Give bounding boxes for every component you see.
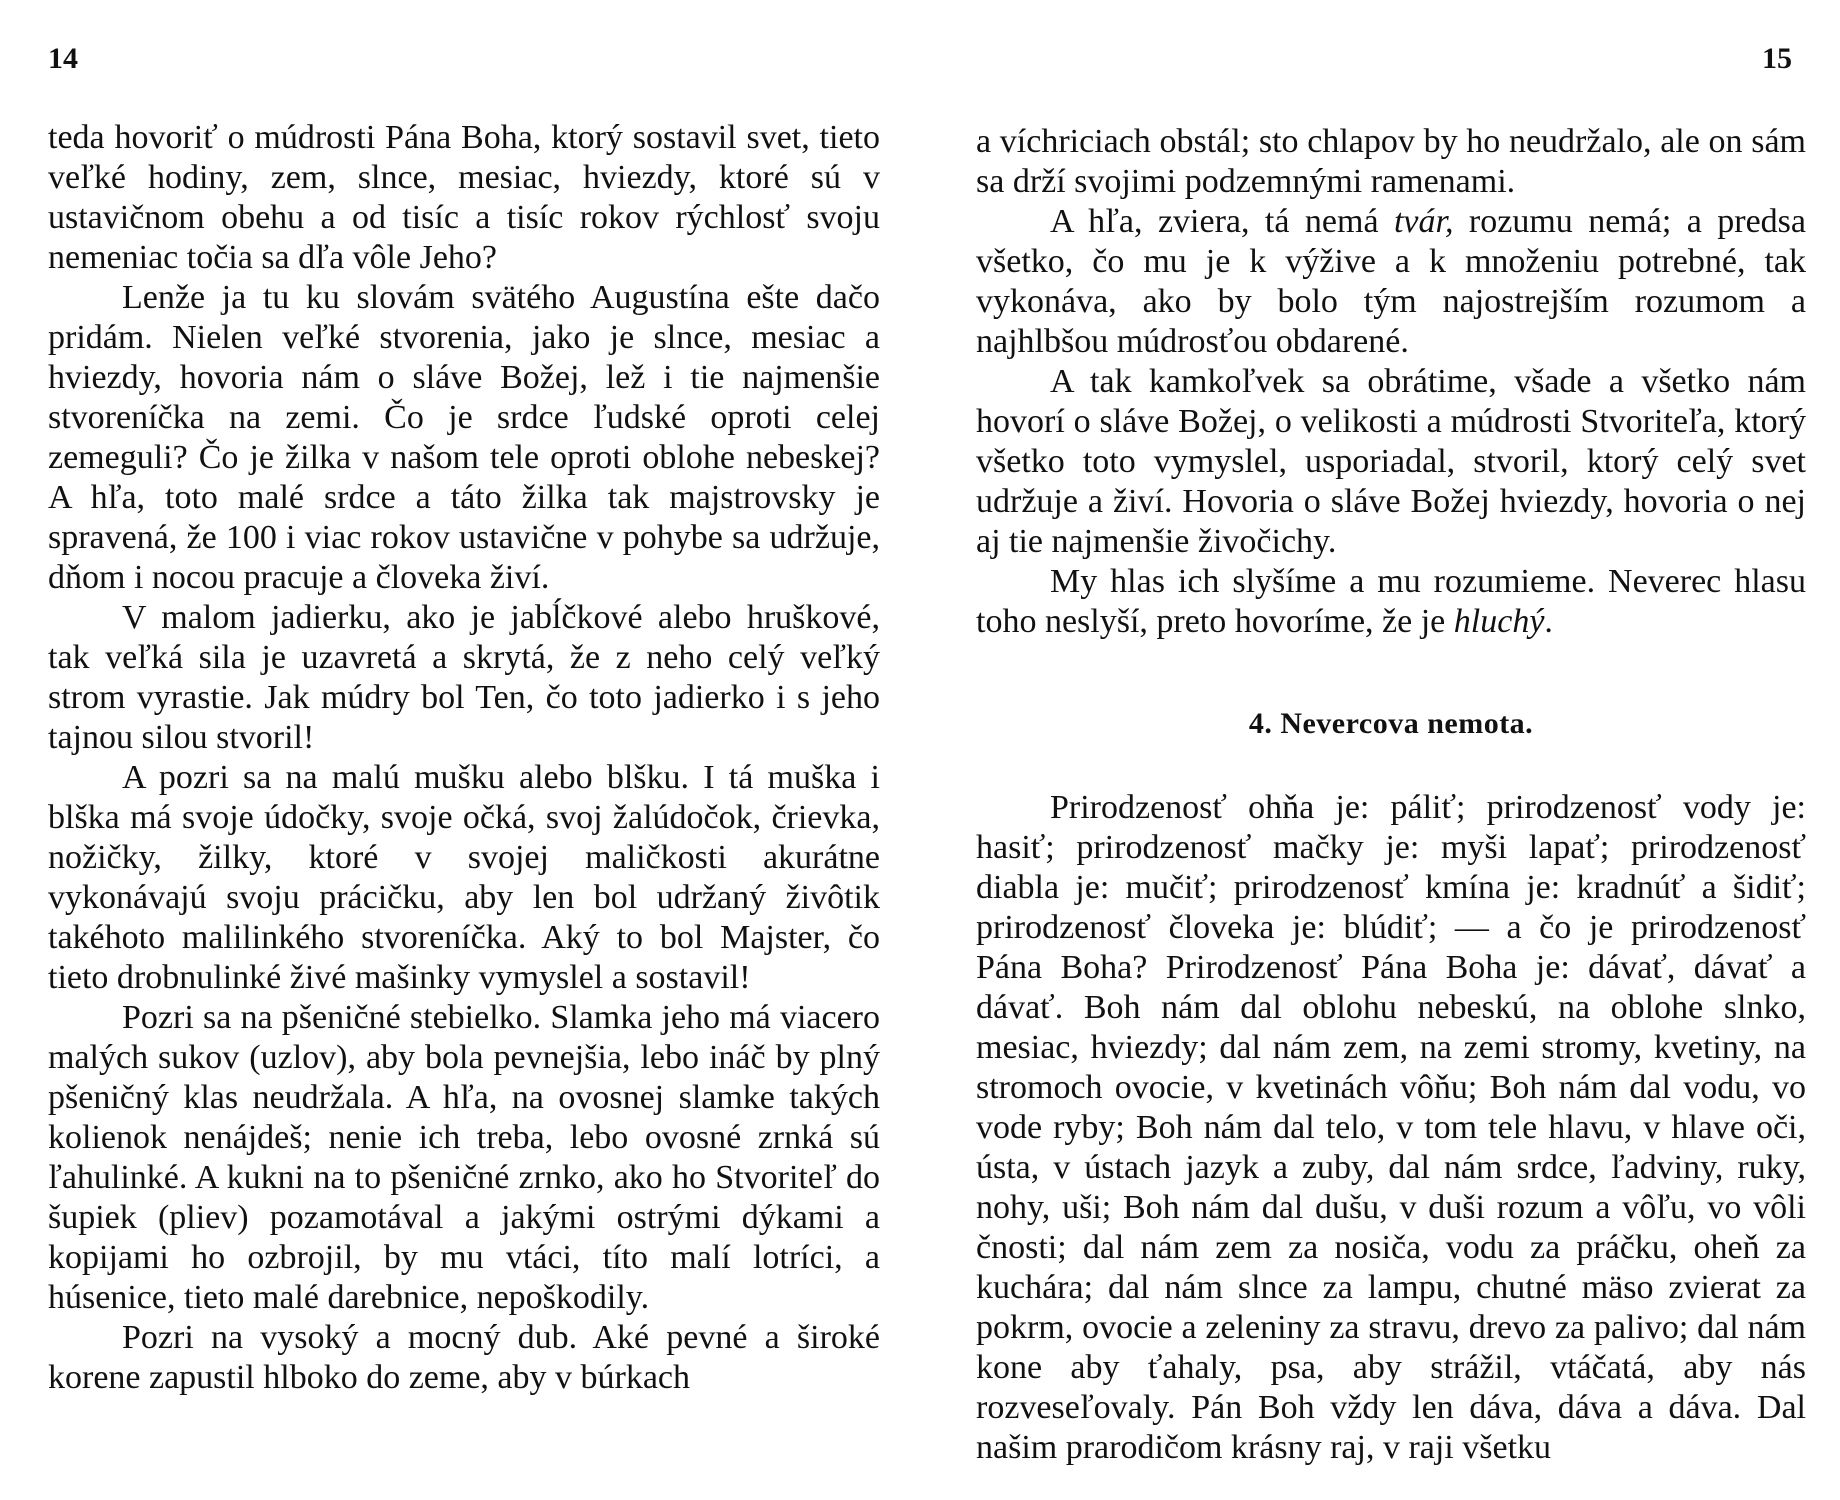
paragraph: V malom jadierku, ako je jabĺčkové alebo hruškové, tak veľká sila je uzavretá a skrytá, že z neho celý veľký strom vyrastie. Jak múdry bol Ten, čo toto jadierko i s jeho tajnou silou stvoril! [48, 599, 880, 756]
text-run: rozumu nemá; a predsa všetko, čo mu je k výžive a k množeniu potrebné, tak vykonáva, ako by bolo tým najostrejším rozumom a najhlbšou múdrosťou obdarené. [976, 203, 1806, 360]
left-page-text [48, 118, 880, 1398]
emphasis: hluchý [1453, 603, 1545, 640]
paragraph: Lenže ja tu ku slovám svätého Augustína ešte dačo pridám. Nielen veľké stvorenia, jako je slnce, mesiac a hviezdy, hovoria nám o sláve Božej, lež i tie najmenšie stvoreníčka na zemi. Čo je srdce ľudské oproti celej zemeguli? Čo je žilka v našom tele oproti oblohe nebeskej? A hľa, toto malé srdce a táto žilka tak majstrovsky je spravená, že 100 i viac rokov ustavične v pohybe sa udržuje, dňom i nocou pracuje a človeka živí. [48, 279, 880, 596]
section-heading: 4. Nevercova nemota. [1248, 707, 1534, 740]
emphasis: tvár, [1393, 203, 1454, 240]
paragraph [976, 202, 1806, 362]
paragraph [976, 562, 1806, 642]
paragraph: Pozri sa na pšeničné stebielko. Slamka jeho má viacero malých sukov (uzlov), aby bola pevnejšia, lebo ináč by plný pšeničný klas neudržala. A hľa, na ovosnej slamke takých kolienok nenájdeš; nenie ich treba, lebo ovosné zrnká sú ľahulinké. A kukni na to pšeničné zrnko, ako ho Stvoriteľ do šupiek (pliev) pozamotával a jakými ostrými dýkami a kopijami ho ozbrojil, by mu vtáci, títo malí lotríci, a húsenice, tieto malé darebnice, nepoškodily. [48, 999, 880, 1316]
right-page [920, 0, 1840, 1500]
paragraph: Pozri na vysoký a mocný dub. Aké pevné a široké korene zapustil hlboko do zeme, aby v búrkach [48, 1319, 880, 1396]
paragraph: A pozri sa na malú mušku alebo blšku. I tá muška i blška má svoje údočky, svoje očká, svoj žalúdočok, črievka, nožičky, žilky, ktoré v svojej maličkosti akurátne vykonávajú svoju prácičku, aby len bol udržaný živôtik takéhoto malilinkého stvoreníčka. Aký to bol Majster, čo tieto drobnulinké živé mašinky vymyslel a sostavil! [48, 759, 880, 996]
text-run: . [1544, 603, 1553, 640]
paragraph: A tak kamkoľvek sa obrátime, všade a všetko nám hovorí o sláve Božej, o velikosti a múdrosti Stvoriteľa, ktorý všetko toto vymyslel, usporiadal, stvoril, ktorý celý svet udržuje a živí. Hovoria o sláve Božej hviezdy, hovoria o nej aj tie najmenšie živočichy. [976, 363, 1806, 560]
page-number-right: 15 [1762, 42, 1792, 75]
page-number-left: 14 [48, 42, 78, 75]
right-page-text [976, 122, 1806, 1468]
text-run: A hľa, zviera, tá nemá [1050, 203, 1394, 240]
paragraph: Prirodzenosť ohňa je: páliť; prirodzenosť vody je: hasiť; prirodzenosť mačky je: myši lapať; prirodzenosť diabla je: mučiť; prirodzenosť kmína je: kradnúť a šidiť; prirodzenosť človeka je: blúdiť; — a čo je prirodzenosť Pána Boha? Prirodzenosť Pána Boha je: dávať, dávať a dávať. Boh nám dal oblohu nebeskú, na oblohe slnko, mesiac, hviezdy; dal nám zem, na zemi stromy, kvetiny, na stromoch ovocie, v kvetinách vôňu; Boh nám dal vodu, vo vode ryby; Boh nám dal telo, v tom tele hlavu, v hlave oči, ústa, v ústach jazyk a zuby, dal nám srdce, ľadviny, ruky, nohy, uši; Boh nám dal dušu, v duši rozum a vôľu, vo vôli čnosti; dal nám zem za nosiča, vodu za práčku, oheň za kuchára; dal nám slnce za lampu, chutné mäso zvierat za pokrm, ovocie a zeleniny za stravu, drevo za palivo; dal nám kone aby ťahaly, psa, aby strážil, vtáčatá, aby nás rozveseľovaly. Pán Boh vždy len dáva, dáva a dáva. Dal našim prarodičom krásny raj, v raji všetku [976, 789, 1806, 1466]
text-run: My hlas ich slyšíme a mu rozumieme. Neverec hlasu toho neslyší, preto hovoríme, že je [976, 563, 1806, 640]
paragraph: teda hovoriť o múdrosti Pána Boha, ktorý sostavil svet, tieto veľké hodiny, zem, slnce, mesiac, hviezdy, ktoré sú v ustavičnom obehu a od tisíc a tisíc rokov rýchlosť svoju nemeniac točia sa dľa vôle Jeho? [48, 119, 880, 276]
paragraph: a víchriciach obstál; sto chlapov by ho neudržalo, ale on sám sa drží svojimi podzemnými ramenami. [976, 123, 1806, 200]
